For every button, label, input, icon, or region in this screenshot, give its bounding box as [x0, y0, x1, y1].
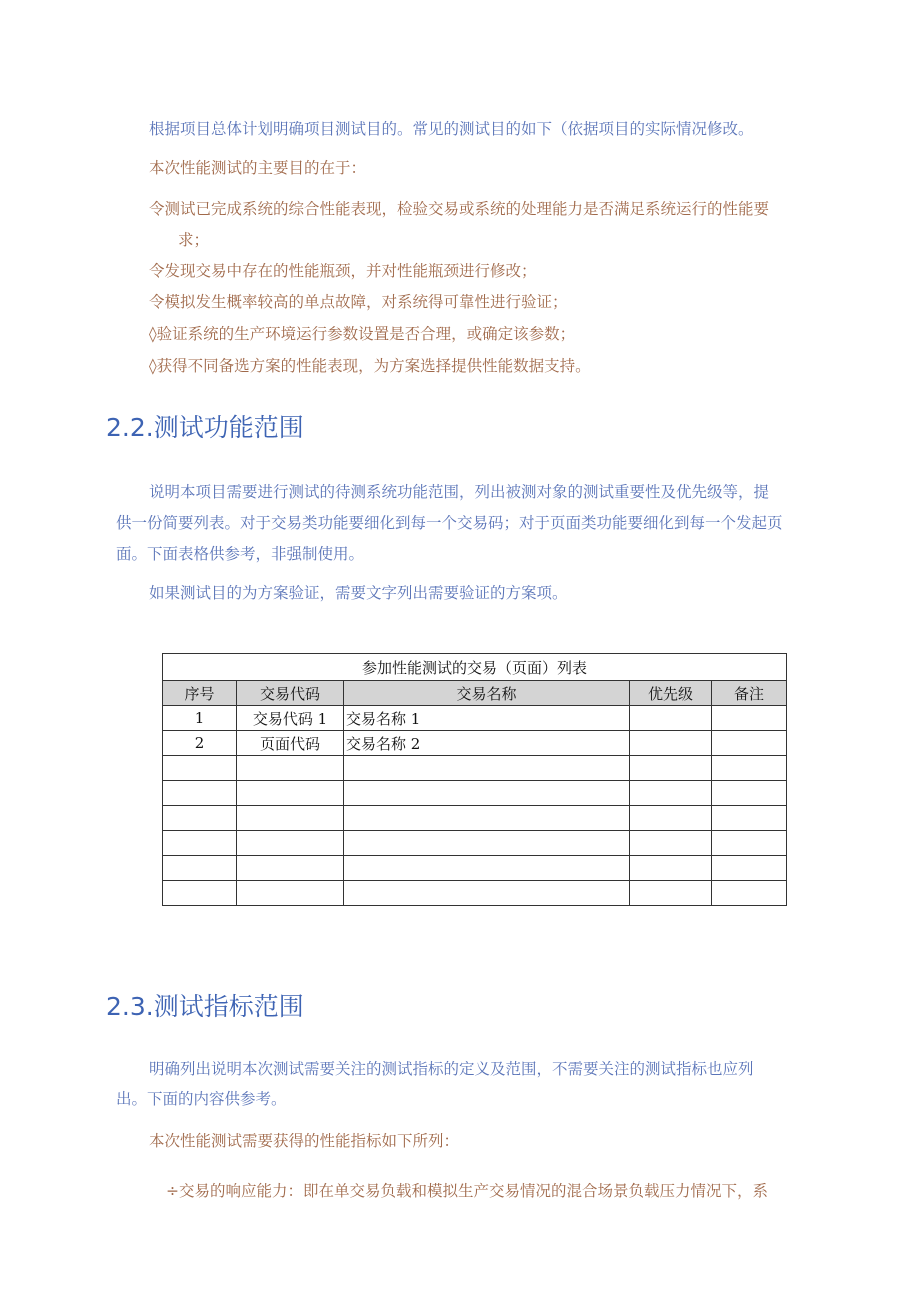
- table-header-index: 序号: [163, 681, 237, 706]
- intro-line-1: 根据项目总体计划明确项目测试目的。常见的测试目的如下（依据项目的实际情况修改。: [149, 120, 754, 138]
- table-cell: 页面代码: [237, 731, 344, 756]
- table-header-remark: 备注: [712, 681, 787, 706]
- table-cell: 交易名称 1: [344, 706, 630, 731]
- table-cell: 2: [163, 731, 237, 756]
- table-cell: [344, 756, 630, 781]
- table-row: [163, 781, 787, 806]
- transaction-table: [162, 653, 787, 906]
- table-cell: 交易代码 1: [237, 706, 344, 731]
- table-row: [163, 706, 787, 731]
- table-row: [163, 731, 787, 756]
- table-cell: 1: [163, 706, 237, 731]
- table-cell: [712, 756, 787, 781]
- table-cell: [630, 856, 712, 881]
- table-row: [163, 831, 787, 856]
- table-cell: [237, 806, 344, 831]
- table-cell: [237, 881, 344, 906]
- intro-bullet: 令模拟发生概率较高的单点故障，对系统得可靠性进行验证；: [149, 293, 568, 311]
- table-cell: [712, 781, 787, 806]
- table-cell: [712, 706, 787, 731]
- table-header-name: 交易名称: [344, 681, 630, 706]
- table-cell: [630, 731, 712, 756]
- table-caption: 参加性能测试的交易（页面）列表: [163, 654, 787, 681]
- table-cell: [630, 806, 712, 831]
- section22-para-2: 如果测试目的为方案验证，需要文字列出需要验证的方案项。: [149, 584, 568, 602]
- table-cell: [712, 831, 787, 856]
- table-cell: [163, 806, 237, 831]
- table-cell: [237, 856, 344, 881]
- table-cell: [630, 756, 712, 781]
- table-row: [163, 806, 787, 831]
- table-cell: [630, 881, 712, 906]
- section-heading-2-2: 2.2.测试功能范围: [106, 413, 304, 442]
- table-cell: [163, 856, 237, 881]
- table-cell: [712, 881, 787, 906]
- table-row: [163, 856, 787, 881]
- table-cell: [630, 831, 712, 856]
- section22-para-line: 面。下面表格供参考，非强制使用。: [116, 545, 365, 563]
- section22-para-line: 说明本项目需要进行测试的待测系统功能范围，列出被测对象的测试重要性及优先级等，提: [149, 483, 770, 501]
- table-row: [163, 756, 787, 781]
- intro-line-2: 本次性能测试的主要目的在于：: [149, 159, 367, 177]
- table-cell: [344, 781, 630, 806]
- table-cell: [630, 706, 712, 731]
- table-row: [163, 881, 787, 906]
- table-cell: [712, 856, 787, 881]
- intro-bullet: 令发现交易中存在的性能瓶颈，并对性能瓶颈进行修改；: [149, 262, 537, 280]
- table-cell: [163, 781, 237, 806]
- table-header-code: 交易代码: [237, 681, 344, 706]
- intro-bullet: 求；: [178, 231, 210, 249]
- table-header-priority: 优先级: [630, 681, 712, 706]
- intro-bullet: 令测试已完成系统的综合性能表现，检验交易或系统的处理能力是否满足系统运行的性能要: [149, 200, 770, 218]
- table-cell: [344, 856, 630, 881]
- table-cell: [163, 756, 237, 781]
- section23-para-line: 明确列出说明本次测试需要关注的测试指标的定义及范围，不需要关注的测试指标也应列: [149, 1060, 754, 1078]
- table-cell: [237, 831, 344, 856]
- table-cell: [237, 781, 344, 806]
- table-cell: [344, 806, 630, 831]
- section23-para-2: 本次性能测试需要获得的性能指标如下所列：: [149, 1132, 460, 1150]
- section-heading-2-3: 2.3.测试指标范围: [106, 992, 304, 1021]
- table-cell: [344, 881, 630, 906]
- table-cell: [712, 731, 787, 756]
- table-cell: [163, 831, 237, 856]
- table-cell: [237, 756, 344, 781]
- intro-bullet: ◊验证系统的生产环境运行参数设置是否合理，或确定该参数；: [149, 325, 576, 343]
- table-cell: [712, 806, 787, 831]
- intro-bullet: ◊获得不同备选方案的性能表现，为方案选择提供性能数据支持。: [149, 357, 591, 375]
- table-cell: [163, 881, 237, 906]
- section23-bullet: ÷交易的响应能力：即在单交易负载和模拟生产交易情况的混合场景负载压力情况下，系: [166, 1182, 768, 1200]
- section23-para-line: 出。下面的内容供参考。: [116, 1090, 287, 1108]
- table-cell: 交易名称 2: [344, 731, 630, 756]
- section22-para-line: 供一份简要列表。对于交易类功能要细化到每一个交易码；对于页面类功能要细化到每一个发起页: [116, 514, 783, 532]
- table-cell: [344, 831, 630, 856]
- table-cell: [630, 781, 712, 806]
